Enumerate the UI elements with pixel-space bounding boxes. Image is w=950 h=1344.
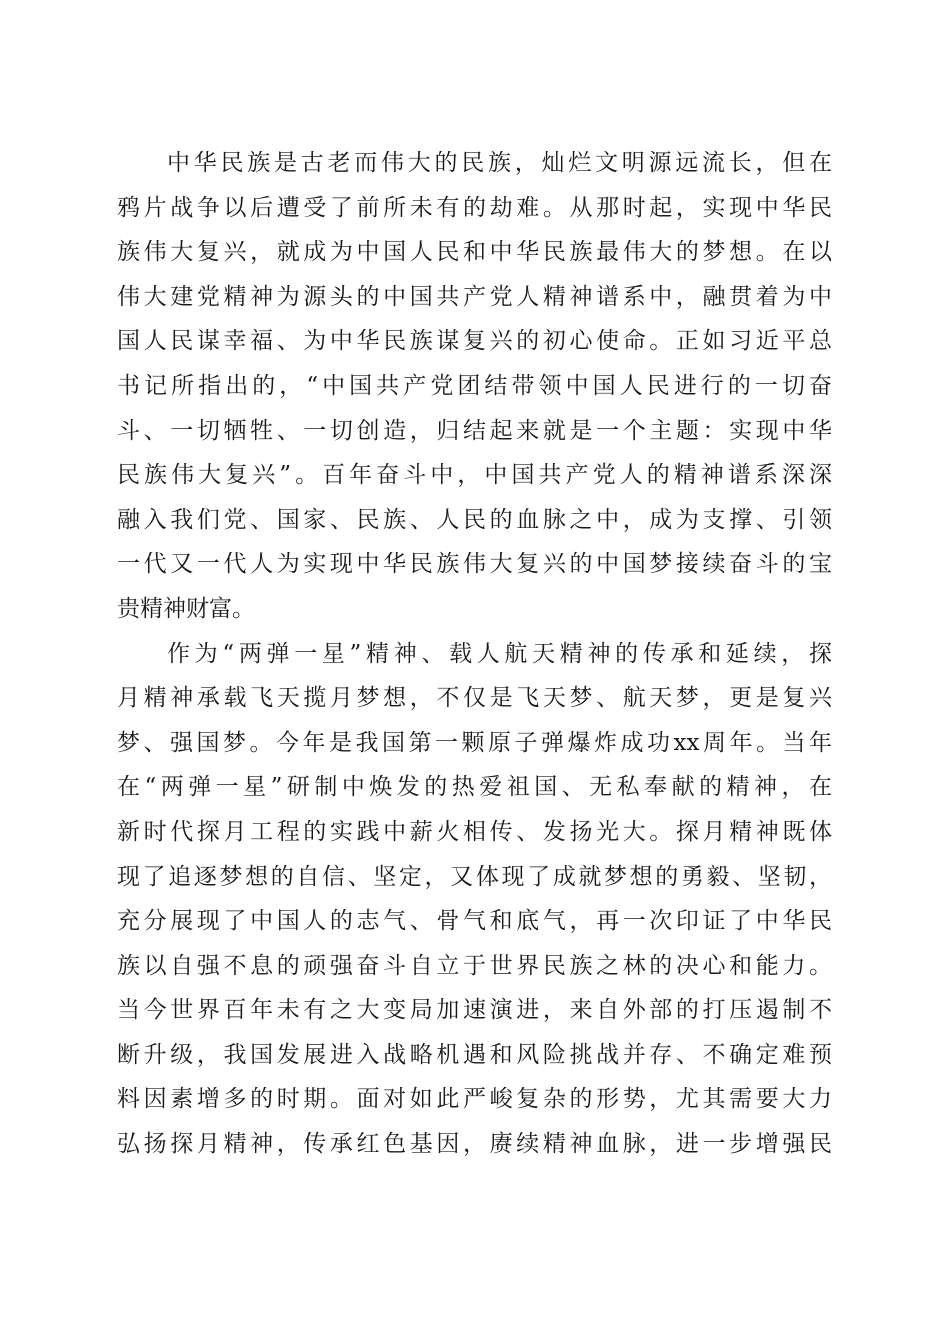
- paragraph-line: 一代又一代人为实现中华民族伟大复兴的中国梦接续奋斗的宝: [117, 551, 832, 578]
- paragraph-line: 梦、强国梦。今年是我国第一颗原子弹爆炸成功xx周年。当年: [117, 729, 832, 756]
- paragraph-line: 斗、一切牺牲、一切创造，归结起来就是一个主题：实现中华: [117, 417, 832, 444]
- paragraph-line: 国人民谋幸福、为中华民族谋复兴的初心使命。正如习近平总: [117, 328, 832, 355]
- paragraph-1: [117, 141, 832, 632]
- paragraph-line: 充分展现了中国人的志气、骨气和底气，再一次印证了中华民: [117, 908, 832, 935]
- paragraph-line: 鸦片战争以后遭受了前所未有的劫难。从那时起，实现中华民: [117, 194, 832, 221]
- document-body: [117, 141, 832, 1167]
- paragraph-line: 中华民族是古老而伟大的民族，灿烂文明源远流长，但在: [167, 150, 832, 176]
- paragraph-line: 弘扬探月精神，传承红色基因，赓续精神血脉，进一步增强民: [117, 1131, 832, 1158]
- paragraph-line: 伟大建党精神为源头的中国共产党人精神谱系中，融贯着为中: [117, 283, 832, 310]
- paragraph-line: 族伟大复兴，就成为中国人民和中华民族最伟大的梦想。在以: [117, 239, 832, 266]
- paragraph-line: 融入我们党、国家、民族、人民的血脉之中，成为支撑、引领: [117, 506, 832, 533]
- paragraph-line: 月精神承载飞天揽月梦想，不仅是飞天梦、航天梦，更是复兴: [117, 685, 832, 712]
- paragraph-line: 作为“两弹一星”精神、载人航天精神的传承和延续，探: [167, 640, 832, 667]
- paragraph-line: 书记所指出的，“中国共产党团结带领中国人民进行的一切奋: [117, 372, 832, 399]
- paragraph-line: 民族伟大复兴”。百年奋斗中，中国共产党人的精神谱系深深: [117, 462, 832, 489]
- paragraph-line: 族以自强不息的顽强奋斗自立于世界民族之林的决心和能力。: [117, 952, 832, 979]
- paragraph-line: 当今世界百年未有之大变局加速演进，来自外部的打压遏制不: [117, 997, 832, 1024]
- paragraph-line: 新时代探月工程的实践中薪火相传、发扬光大。探月精神既体: [117, 818, 832, 845]
- paragraph-line: 现了追逐梦想的自信、坚定，又体现了成就梦想的勇毅、坚韧，: [117, 863, 832, 890]
- paragraph-line: 料因素增多的时期。面对如此严峻复杂的形势，尤其需要大力: [117, 1086, 832, 1113]
- paragraph-2: [117, 632, 832, 1167]
- paragraph-line: 在“两弹一星”研制中焕发的热爱祖国、无私奉献的精神，在: [117, 774, 832, 801]
- paragraph-line: 断升级，我国发展进入战略机遇和风险挑战并存、不确定难预: [117, 1041, 832, 1068]
- paragraph-line: 贵精神财富。: [117, 595, 255, 622]
